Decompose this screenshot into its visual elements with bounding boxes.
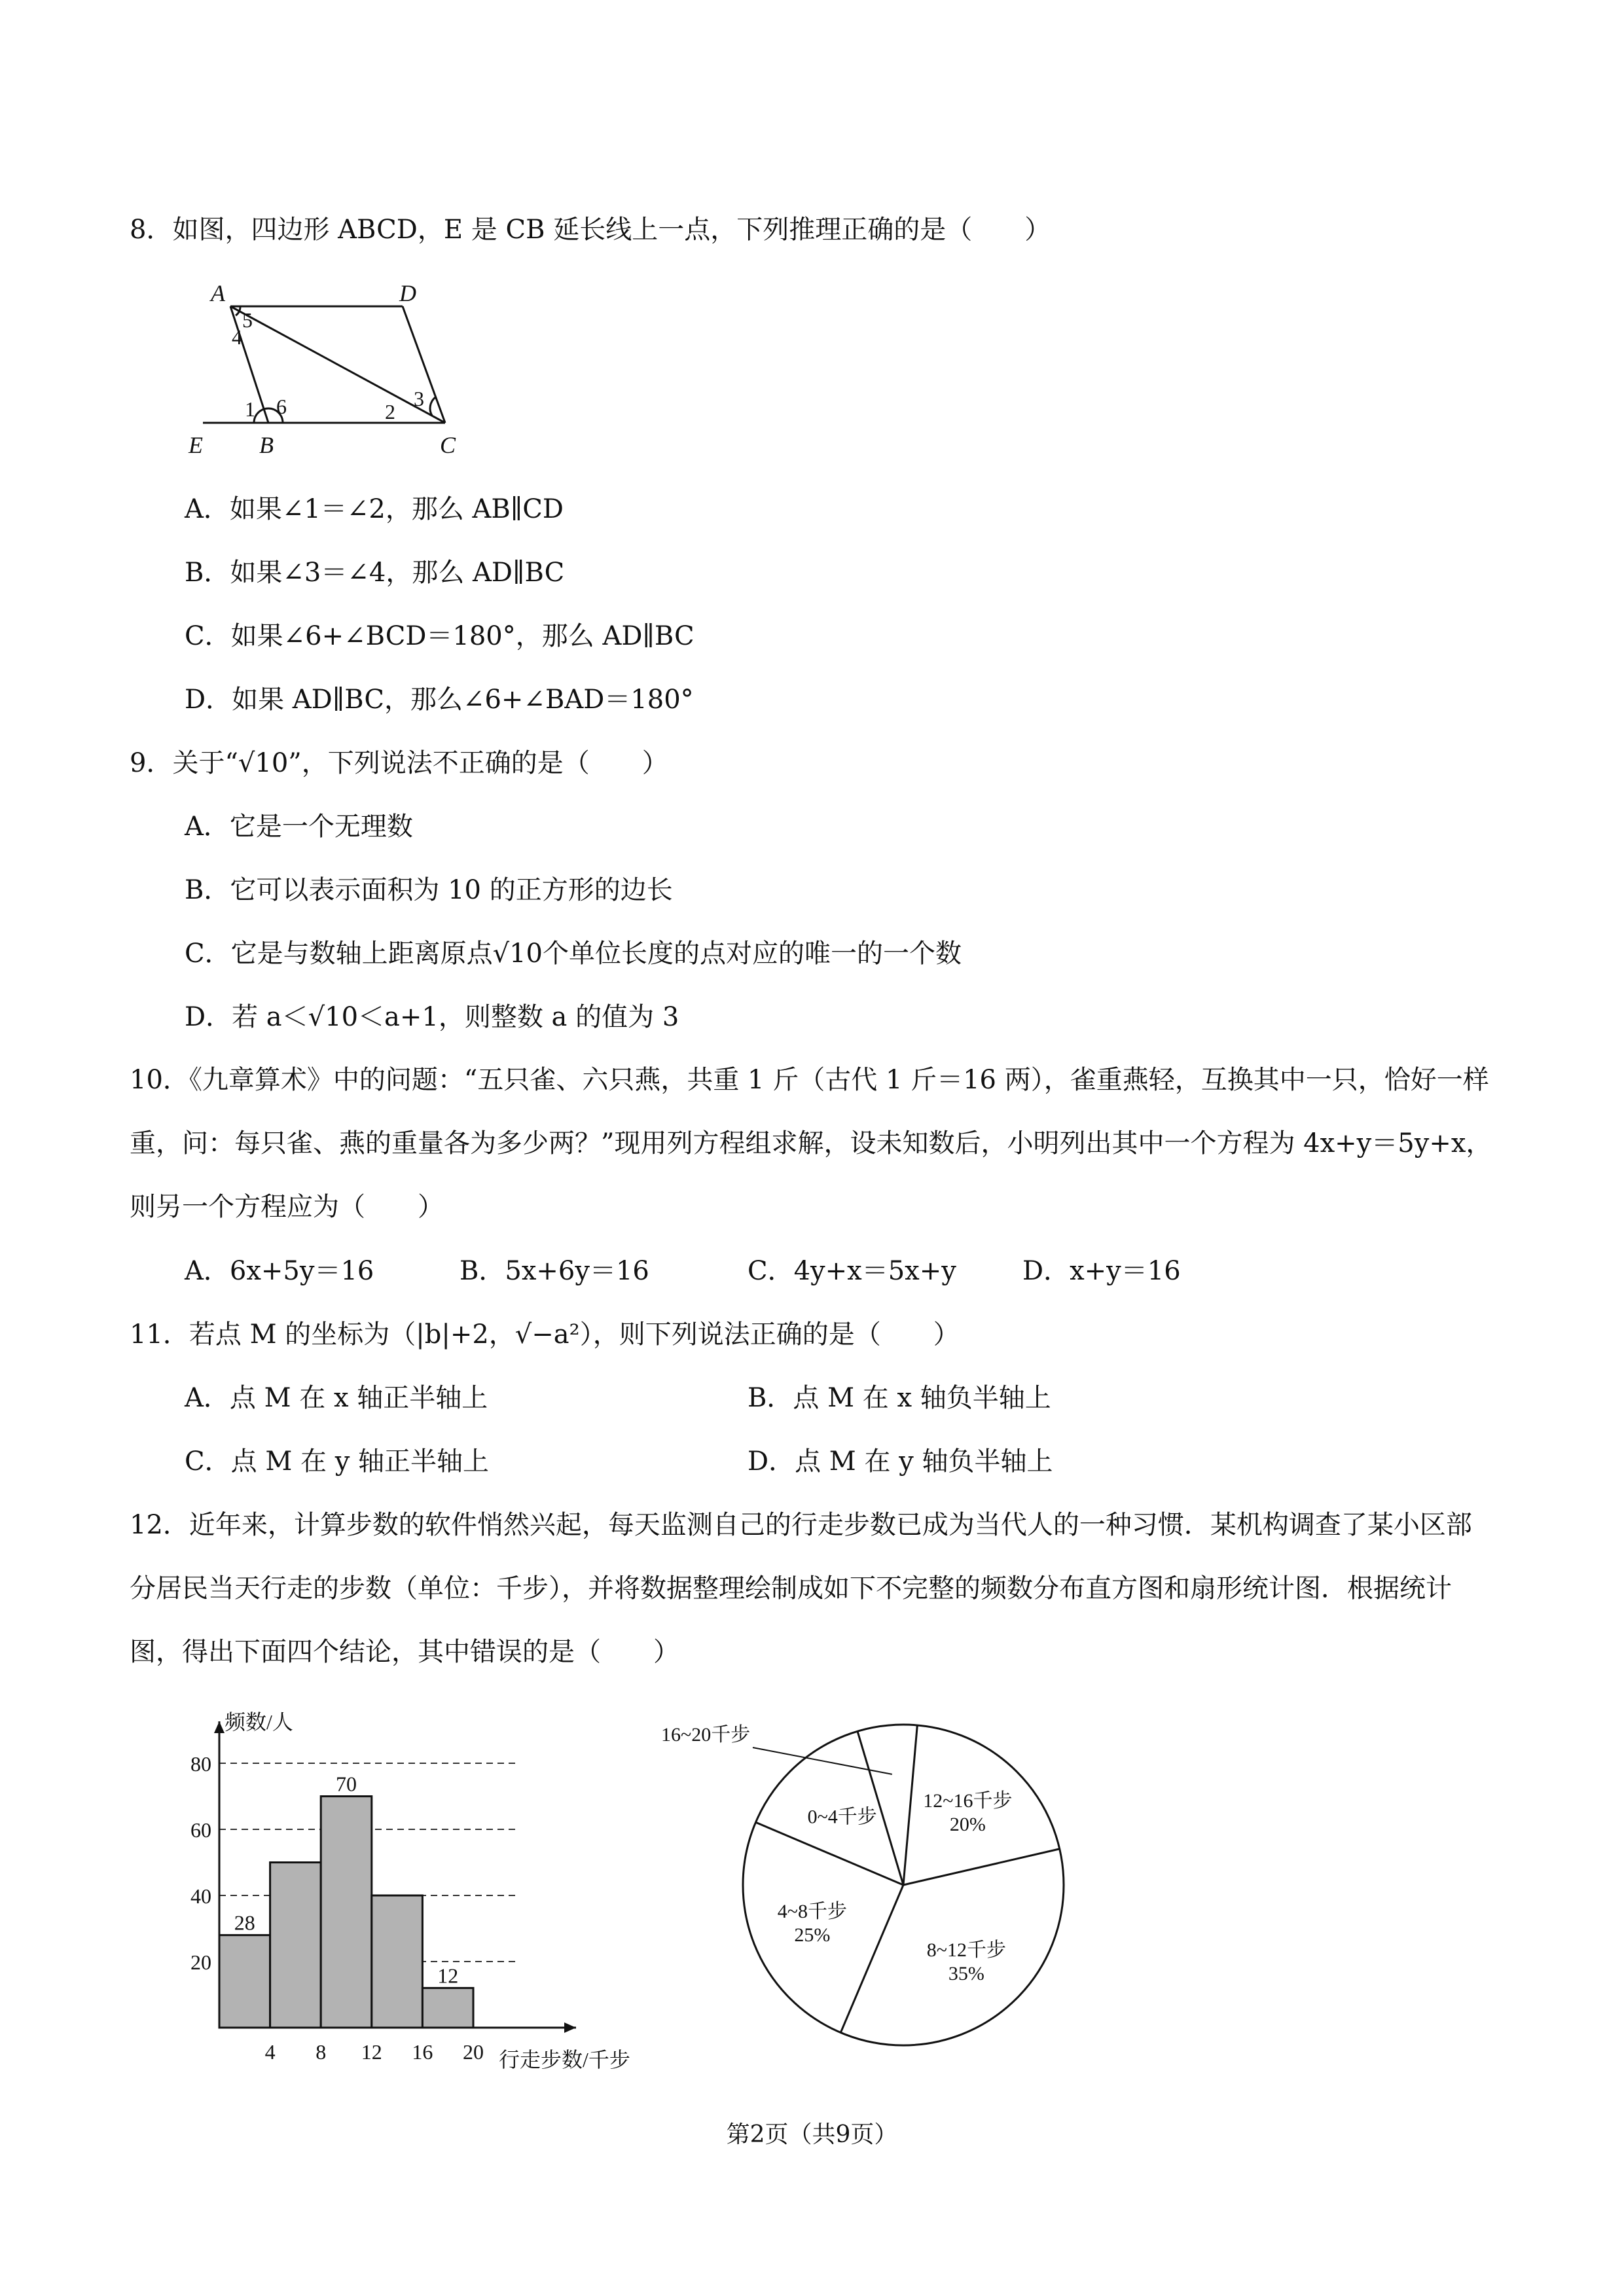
q10-option-d: D．x+y＝16 — [1022, 1256, 1181, 1286]
label-e: E — [189, 432, 203, 458]
q8-option-b: B．如果∠3＝∠4，那么 AD∥BC — [185, 558, 565, 588]
q8-quadrilateral-figure — [177, 275, 484, 458]
bar-data-label: 70 — [336, 1772, 357, 1796]
label-c: C — [440, 432, 456, 458]
angle-label-5: 5 — [242, 308, 253, 332]
bar-data-label: 28 — [234, 1910, 255, 1935]
q8-option-d: D．如果 AD∥BC，那么∠6+∠BAD＝180° — [185, 685, 694, 715]
q11-option-b: B．点 M 在 x 轴负半轴上 — [748, 1383, 1051, 1413]
pie-slice-label: 0~4千步 — [807, 1806, 877, 1828]
q11-stem: 11．若点 M 的坐标为（|b|+2，√−a²），则下列说法正确的是（ ） — [130, 1319, 960, 1350]
histogram-chart — [164, 1695, 661, 2088]
histogram-bar — [321, 1797, 372, 2028]
q9-stem: 9．关于“√10”，下列说法不正确的是（ ） — [130, 748, 668, 778]
angle-arc-c — [430, 397, 435, 416]
histogram-bar — [372, 1895, 423, 2028]
q8-stem: 8．如图，四边形 ABCD，E 是 CB 延长线上一点，下列推理正确的是（ ） — [130, 215, 1051, 245]
y-axis-arrow — [214, 1721, 225, 1733]
pie-callout-label: 16~20千步 — [661, 1724, 751, 1746]
q8-option-c: C．如果∠6+∠BCD＝180°，那么 AD∥BC — [185, 621, 695, 651]
q9-option-a: A．它是一个无理数 — [185, 812, 413, 842]
angle-label-6: 6 — [276, 395, 287, 418]
x-axis-arrow — [564, 2022, 576, 2033]
bar-data-label: 12 — [437, 1964, 459, 1988]
q11-option-a: A．点 M 在 x 轴正半轴上 — [185, 1383, 488, 1413]
y-tick-label: 40 — [190, 1884, 211, 1908]
x-tick-label: 12 — [361, 2040, 382, 2064]
label-d: D — [399, 280, 416, 306]
histogram-bar — [219, 1935, 270, 2028]
label-b: B — [259, 432, 274, 458]
angle-label-4: 4 — [232, 325, 242, 349]
angle-label-1: 1 — [245, 397, 255, 421]
q10-option-a: A．6x+5y＝16 — [185, 1256, 374, 1286]
q9-option-c: C．它是与数轴上距离原点√10个单位长度的点对应的唯一的一个数 — [185, 939, 962, 969]
x-tick-label: 4 — [264, 2040, 276, 2064]
q10-option-b: B．5x+6y＝16 — [460, 1256, 649, 1286]
q11-option-d: D．点 M 在 y 轴负半轴上 — [748, 1446, 1053, 1477]
pie-slice-label: 12~16千步 — [923, 1789, 1013, 1812]
page-footer: 第2页（共9页） — [726, 2121, 898, 2148]
x-axis-title: 行走步数/千步 — [499, 2048, 630, 2072]
pie-slice-percent: 25% — [794, 1924, 831, 1946]
y-tick-label: 60 — [190, 1818, 211, 1842]
q9-option-d: D．若 a＜√10＜a+1，则整数 a 的值为 3 — [185, 1002, 679, 1032]
pie-slice-label: 4~8千步 — [777, 1901, 848, 1923]
pie-slice-percent: 35% — [948, 1962, 984, 1984]
label-a: A — [211, 280, 225, 306]
angle-label-2: 2 — [385, 400, 395, 423]
q10-stem: 10．《九章算术》中的问题：“五只雀、六只燕，共重 1 斤（古代 1 斤＝16 两），雀重燕轻，互换其中一只，恰好一样重，问：每只雀、燕的重量各为多少两？”现用列方程组求解，设未知数后，小明列出其中一个方程为 4x+y＝5y+x，则另一个方程应为（ ） — [130, 1065, 1492, 1222]
x-tick-label: 20 — [463, 2040, 484, 2064]
x-tick-label: 16 — [412, 2040, 433, 2064]
histogram-bar — [270, 1863, 321, 2028]
q9-option-b: B．它可以表示面积为 10 的正方形的边长 — [185, 875, 673, 905]
q12-stem: 12．近年来，计算步数的软件悄然兴起，每天监测自己的行走步数已成为当代人的一种习惯．某机构调查了某小区部分居民当天行走的步数（单位：千步），并将数据整理绘制成如下不完整的频数分布直方图和扇形统计图．根据统计图，得出下面四个结论，其中错误的是（ ） — [130, 1510, 1472, 1667]
q11-option-c: C．点 M 在 y 轴正半轴上 — [185, 1446, 490, 1477]
q8-option-a: A．如果∠1＝∠2，那么 AB∥CD — [185, 494, 564, 524]
q10-option-c: C．4y+x＝5x+y — [748, 1256, 956, 1286]
pie-slice-label: 8~12千步 — [926, 1939, 1007, 1961]
y-axis-title: 频数/人 — [225, 1710, 293, 1734]
pie-slice-percent: 20% — [949, 1813, 986, 1835]
histogram-bar — [422, 1988, 473, 2028]
angle-label-3: 3 — [414, 387, 424, 410]
y-tick-label: 80 — [190, 1752, 211, 1776]
x-tick-label: 8 — [316, 2040, 327, 2064]
y-tick-label: 20 — [190, 1950, 211, 1974]
pie-chart — [655, 1708, 1074, 2062]
